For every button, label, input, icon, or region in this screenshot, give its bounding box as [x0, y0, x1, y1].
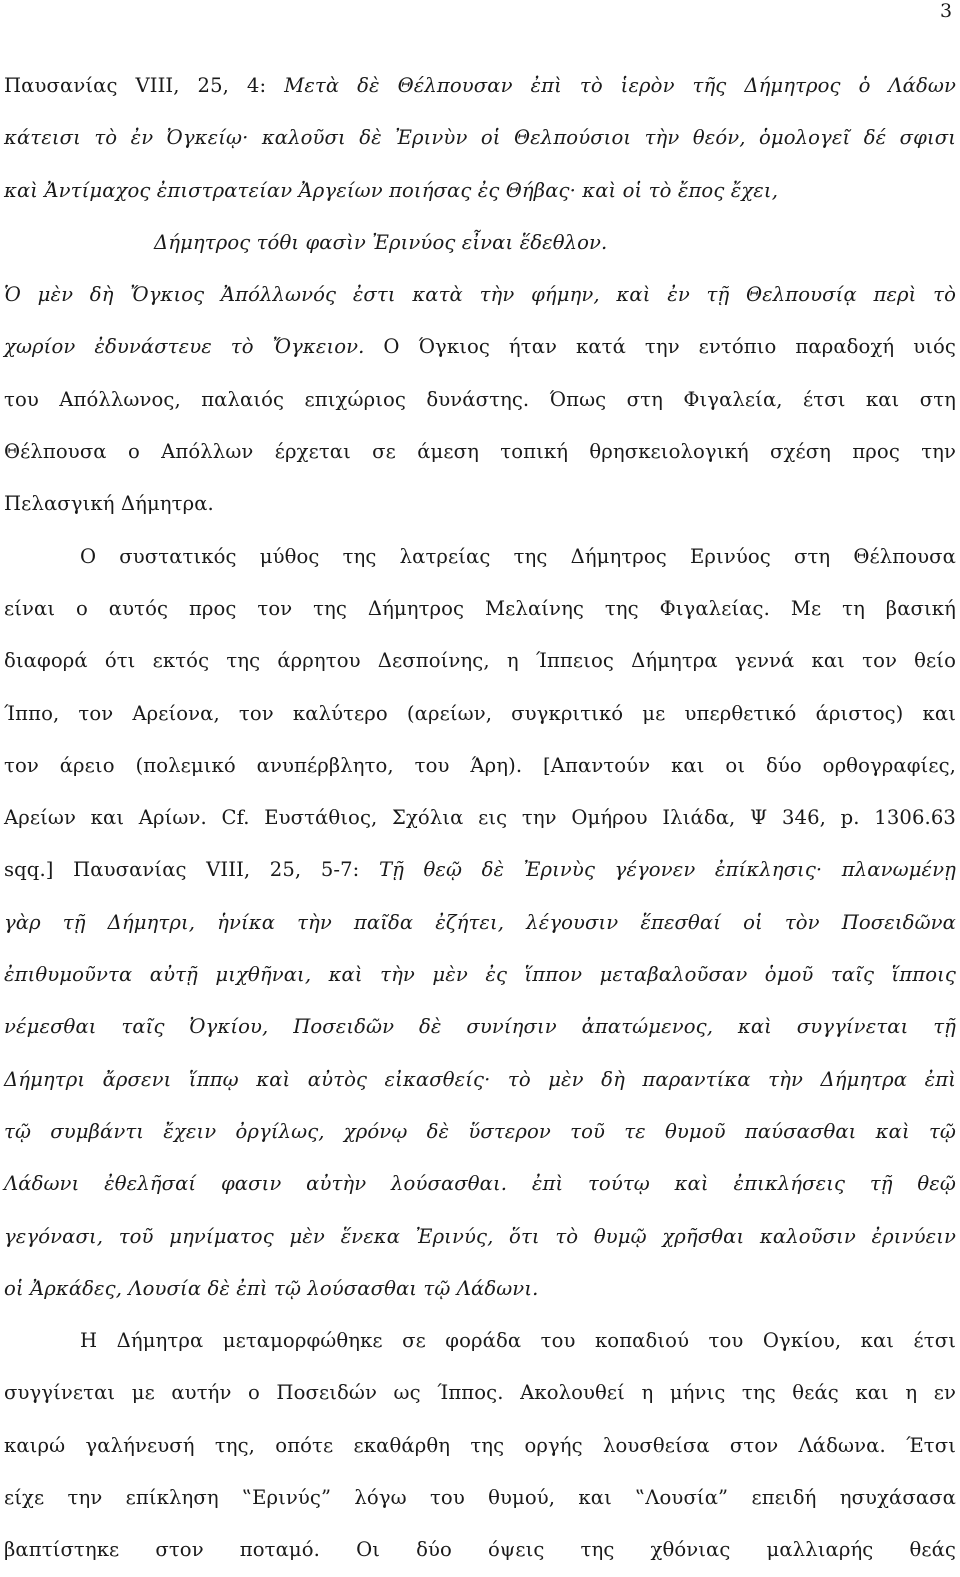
text-line [4, 949, 956, 1001]
body-text: Παυσανίας VIII, 25, 4: [4, 74, 285, 97]
text-line [4, 1054, 956, 1106]
text-line [4, 426, 956, 478]
text-line [4, 792, 956, 844]
text-line [4, 1001, 956, 1053]
greek-quote-text: ἐπιθυμοῦντα αὐτῇ μιχθῆναι, καὶ τὴν μὲν ἐς ἵππον μεταβαλοῦσαν ὁμοῦ ταῖς ἵπποις [4, 963, 956, 987]
text-line [4, 165, 956, 217]
body-text: Θέλπουσα ο Απόλλων έρχεται σε άμεση τοπική θρησκειολογική σχέση προς την [4, 440, 956, 464]
body-text: Πελασγική Δήμητρα. [4, 492, 214, 516]
body-text: Η Δήμητρα μεταμορφώθηκε σε φοράδα του κοπαδιού του Ογκίου, και έτσι [80, 1329, 956, 1353]
greek-quote-text: γεγόνασι, τοῦ μηνίματος μὲν ἕνεκα Ἐρινύς, ὅτι τὸ θυμῷ χρῆσθαι καλοῦσιν ἐρινύειν [4, 1224, 956, 1248]
text-line [4, 1263, 956, 1315]
greek-quote-text: κάτεισι τὸ ἐν Ὀγκείῳ· καλοῦσι δὲ Ἐρινὺν οἱ Θελπούσιοι τὴν θεόν, ὁμολογεῖ δέ σφισι [4, 126, 956, 150]
text-line [4, 1211, 956, 1263]
body-text: Ίππο, τον Αρείονα, τον καλύτερο (αρείων, συγκριτικό με υπερθετικό άριστος) και [4, 701, 956, 725]
body-text: βαπτίστηκε στον ποταμό. Οι δύο όψεις της χθόνιας μαλλιαρής θεάς [4, 1538, 956, 1562]
body-text: συγγίνεται με αυτήν ο Ποσειδών ως Ίππος. Ακολουθεί η μήνις της θεάς και η εν [4, 1381, 956, 1405]
greek-quote-text: καὶ Ἀντίμαχος ἐπιστρατείαν Ἀργείων ποιήσας ἐς Θήβας· καὶ οἱ τὸ ἔπος ἔχει, [4, 178, 779, 202]
text-line [4, 1420, 956, 1472]
text-line [4, 583, 956, 635]
greek-quote-text: Λάδωνι ἐθελῆσαί φασιν αὐτὴν λούσασθαι. ἐπὶ τούτῳ καὶ ἐπικλήσεις τῇ θεῷ [4, 1172, 956, 1196]
body-text: sqq.] Παυσανίας VIII, 25, 5-7: [4, 858, 379, 882]
text-line [4, 1158, 956, 1210]
text-line [4, 217, 956, 269]
text-line [4, 740, 956, 792]
greek-quote-text: Τῇ θεῷ δὲ Ἐρινὺς γέγονεν ἐπίκλησις· πλανωμένῃ [378, 858, 956, 882]
text-line [4, 1472, 956, 1524]
text-line [4, 635, 956, 687]
greek-quote-text: Δήμητρος τόθι φασὶν Ἐρινύος εἶναι ἕδεθλον. [154, 230, 608, 254]
text-line [4, 1524, 956, 1576]
greek-quote-text: Μετὰ δὲ Θέλπουσαν ἐπὶ τὸ ἱερὸν τῆς Δήμητρος ὁ Λάδων [284, 74, 956, 97]
greek-quote-text: τῷ συμβάντι ἔχειν ὀργίλως, χρόνῳ δὲ ὕστερον τοῦ τε θυμοῦ παύσασθαι καὶ τῷ [4, 1119, 956, 1143]
text-line [4, 374, 956, 426]
text-line [4, 478, 956, 530]
text-line [4, 1315, 956, 1367]
greek-quote-text: οἱ Ἀρκάδες, Λουσία δὲ ἐπὶ τῷ λούσασθαι τῷ Λάδωνι. [4, 1276, 539, 1300]
text-line [4, 112, 956, 164]
greek-quote-text: χωρίον ἐδυνάστευε τὸ Ὄγκειον. [4, 335, 365, 359]
page-number: 3 [940, 0, 953, 22]
body-text: είναι ο αυτός προς τον της Δήμητρος Μελαίνης της Φιγαλείας. Με τη βασική [4, 596, 956, 620]
body-text: διαφορά ότι εκτός της άρρητου Δεσποίνης, η Ίππειος Δήμητρα γεννά και τον θείο [4, 649, 956, 673]
body-text: Ο Όγκιος ήταν κατά την εντόπιο παραδοχή υιός [364, 335, 956, 359]
greek-quote-text: Δήμητρι ἄρσενι ἵππῳ καὶ αὐτὸς εἰκασθείς· τὸ μὲν δὴ παραντίκα τὴν Δήμητρα ἐπὶ [4, 1067, 956, 1091]
text-line [4, 688, 956, 740]
body-text: καιρώ γαλήνευσή της, οπότε εκαθάρθη της οργής λουσθείσα στον Λάδωνα. Έτσι [4, 1433, 956, 1457]
greek-quote-text: γὰρ τῇ Δήμητρι, ἡνίκα τὴν παῖδα ἐζήτει, λέγουσιν ἕπεσθαί οἱ τὸν Ποσειδῶνα [4, 910, 956, 934]
greek-quote-text: νέμεσθαι ταῖς Ὀγκίου, Ποσειδῶν δὲ συνίησιν ἀπατώμενος, καὶ συγγίνεται τῇ [4, 1015, 956, 1039]
greek-quote-text: Ὁ μὲν δὴ Ὄγκιος Ἀπόλλωνός ἐστι κατὰ τὴν φήμην, καὶ ἐν τῇ Θελπουσίᾳ περὶ τὸ [4, 283, 956, 307]
text-line [4, 321, 956, 373]
text-line [4, 897, 956, 949]
body-text: Αρείων και Αρίων. Cf. Ευστάθιος, Σχόλια εις την Ομήρου Ιλιάδα, Ψ 346, p. 1306.63 [4, 806, 956, 830]
text-line [4, 844, 956, 896]
body-text: τον άρειο (πολεμικό ανυπέρβλητο, του Άρη). [Απαντούν και οι δύο ορθογραφίες, [4, 753, 956, 777]
text-line [4, 531, 956, 583]
body-text: του Απόλλωνος, παλαιός επιχώριος δυνάστης. Όπως στη Φιγαλεία, έτσι και στη [4, 387, 956, 411]
text-line [4, 60, 956, 112]
document-body [4, 60, 956, 1577]
text-line [4, 1106, 956, 1158]
body-text: είχε την επίκληση ‟Ερινύς” λόγω του θυμού, και ‟Λουσία” επειδή ησυχάσασα [4, 1486, 956, 1510]
body-text: Ο συστατικός μύθος της λατρείας της Δήμητρος Ερινύος στη Θέλπουσα [80, 544, 956, 568]
text-line [4, 269, 956, 321]
text-line [4, 1367, 956, 1419]
